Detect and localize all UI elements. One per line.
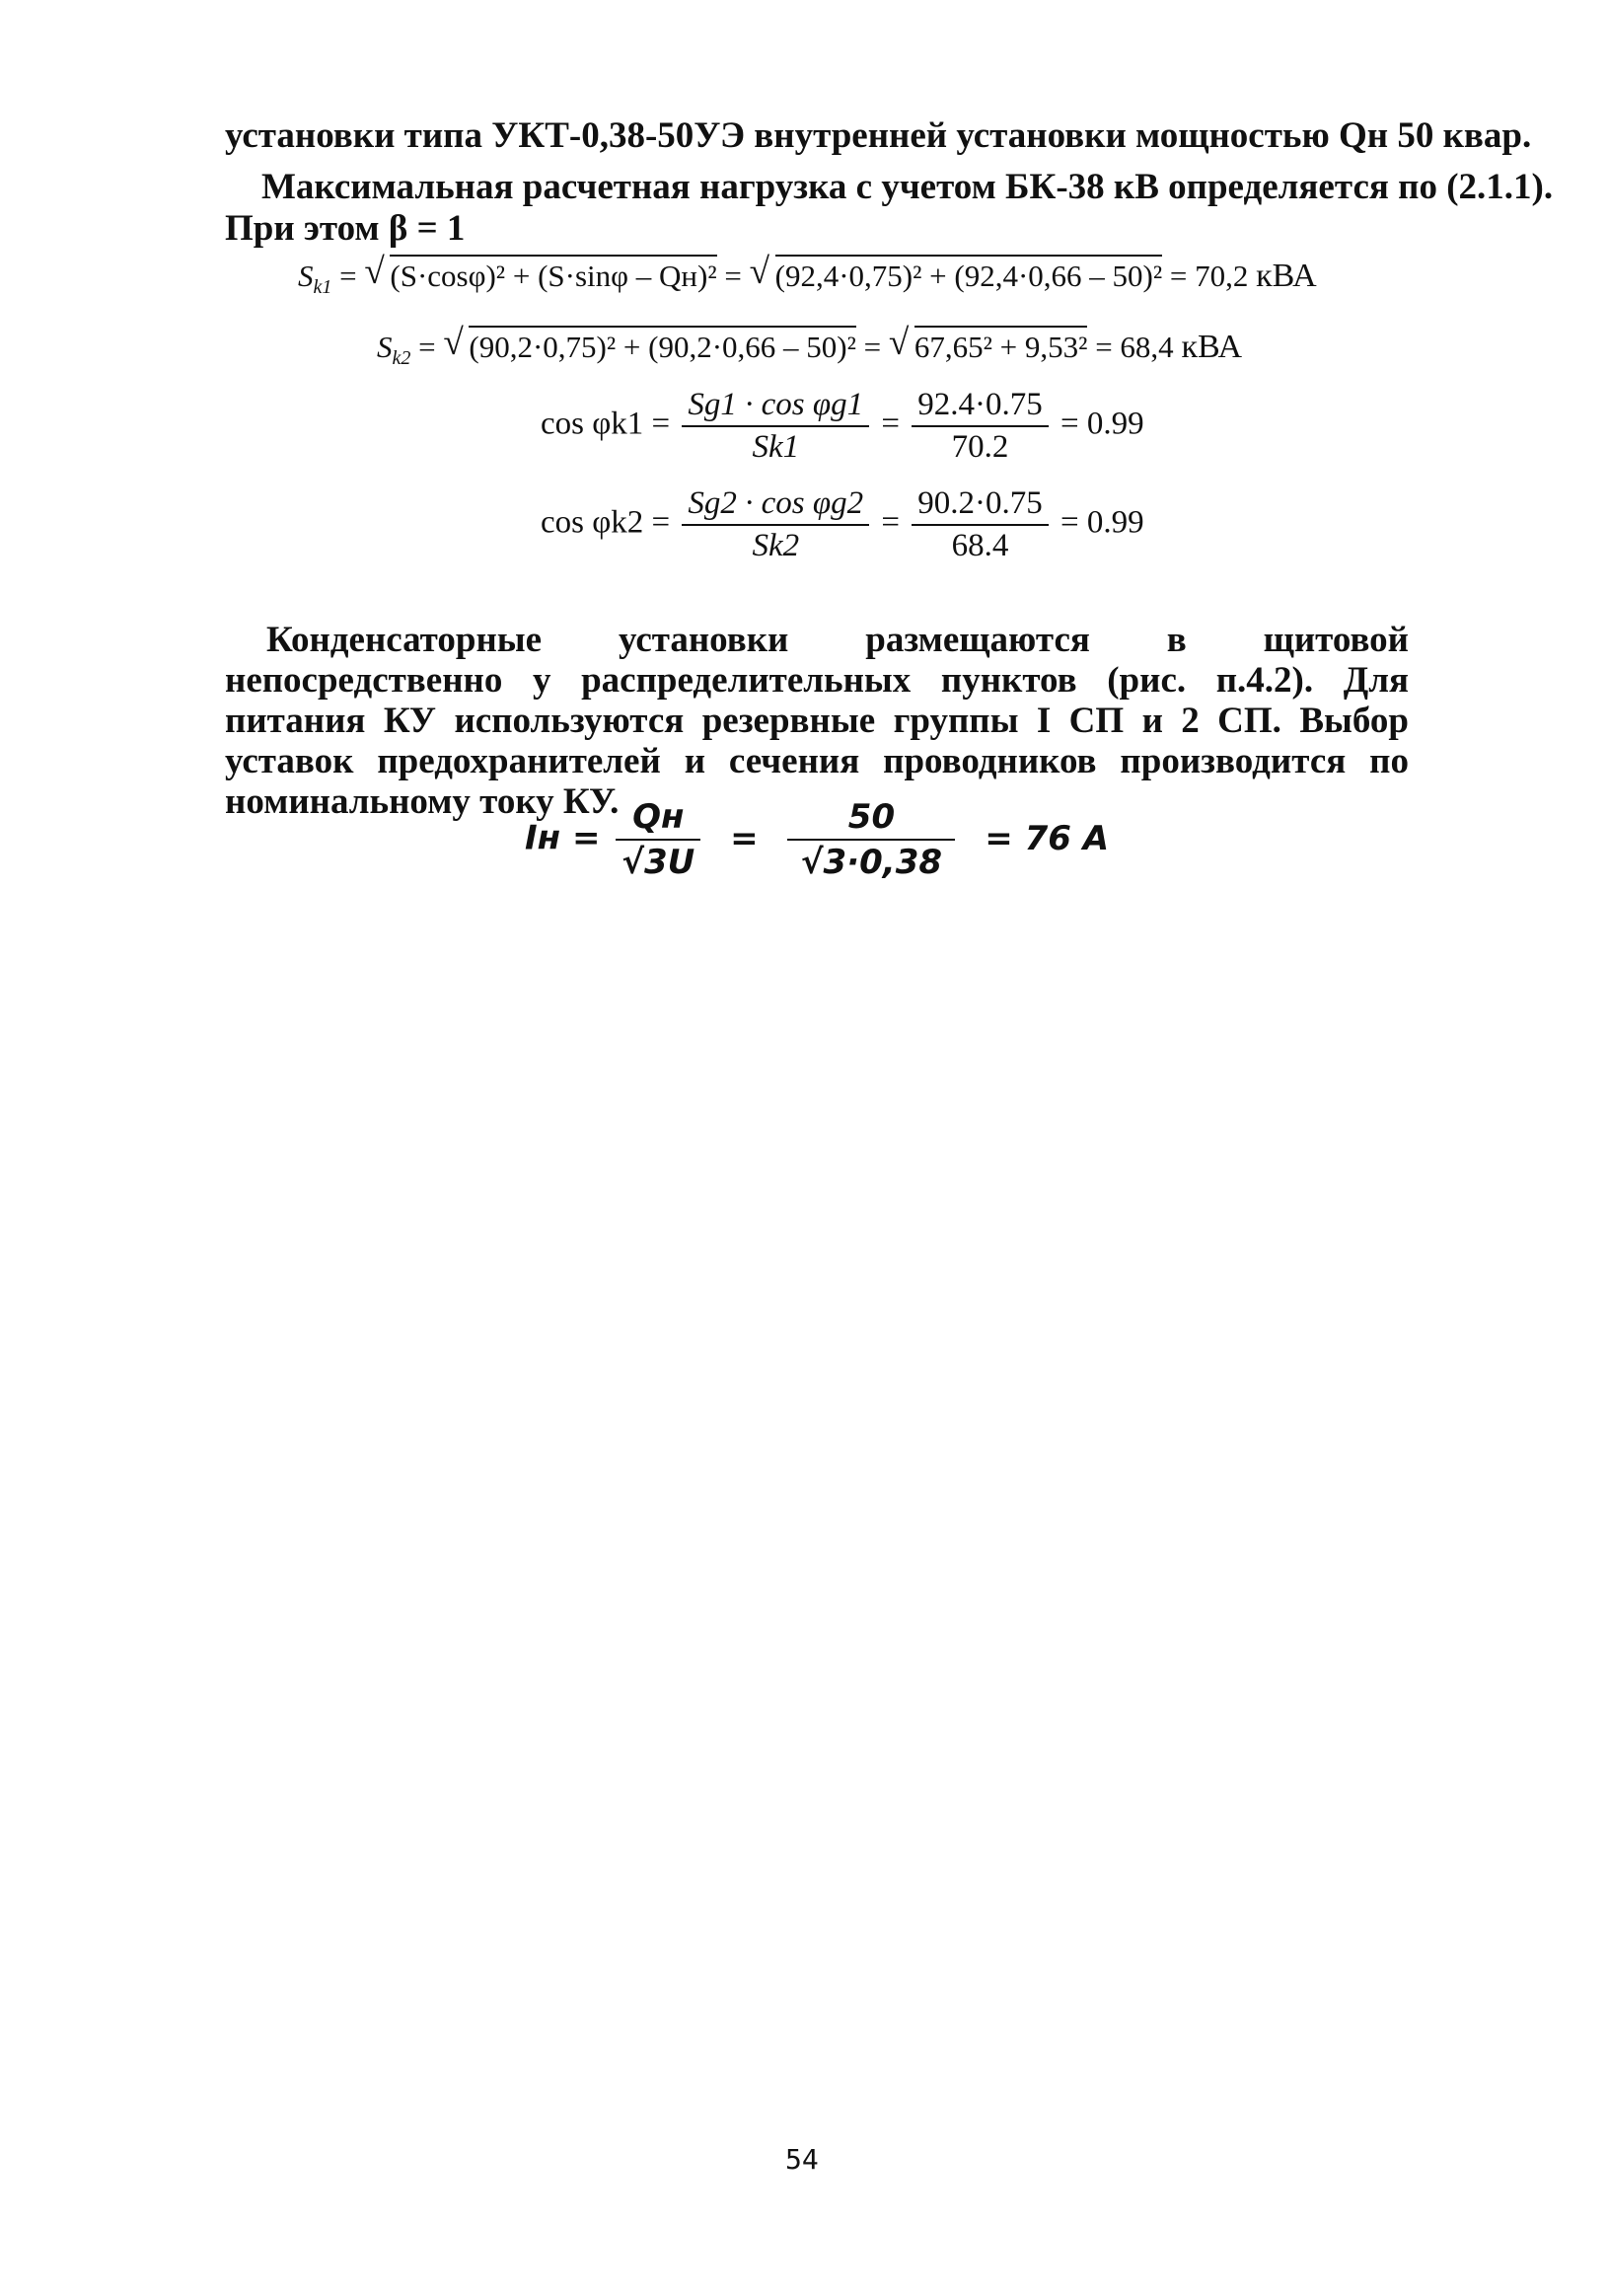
eq1-result: = 70,2 [1169,259,1249,293]
eq4-fraction-symbolic [682,485,869,564]
eq1-general: (S·cosφ)² + (S·sinφ – Qн)² [390,255,716,294]
eq3-fraction-numeric [912,387,1049,466]
eq3-numerator: Sg1 · cos φg1 [682,387,869,427]
eq3-lhs: cos φk1 = [541,406,671,442]
eq1-sqrt-numeric: √ (92,4·0,75)² + (92,4·0,66 – 50)² [749,252,1163,293]
eq1-sqrt-general: √ (S·cosφ)² + (S·sinφ – Qн)² [364,252,717,293]
equation-cos-k2: cos φk2 = $\frac{\text{Sg2 · cos φg2}}{Sk2}$ = $\frac{90.2\cdot 0.75}{68.4}$ = 0.99 [541,485,1144,563]
eq4-denominator-numeric: 68.4 [951,528,1009,563]
eq4-result: = 0.99 [1060,504,1144,541]
eq3-result: = 0.99 [1060,406,1144,442]
eq2-sqrt-simplified: √ 67,65² + 9,53² [888,323,1088,364]
eq5-fraction-symbolic [616,797,700,882]
eq1-lhs: S [298,259,314,293]
eq3-denominator: Sk1 [752,429,800,465]
load-line-1: Максимальная расчетная нагрузка с учетом БК-38 кВ определяется по (2.1.1). [261,167,1554,207]
eq5-numerator: Qн [616,797,700,841]
eq2-lhs: S [377,330,393,364]
eq3-denominator-numeric: 70.2 [951,429,1009,465]
eq3-numerator-numeric: 92.4·0.75 [912,387,1049,427]
load-line-2: При этом β = 1 [225,208,466,249]
eq4-lhs: cos φk2 = [541,504,671,541]
eq5-numerator-numeric: 50 [787,797,955,841]
header-line: установки типа УКТ-0,38-50УЭ внутренней установки мощностью Qн 50 квар. [225,115,1532,156]
eq4-fraction-numeric [912,485,1049,564]
equation-sk2: $S_{k2}$ = √ (90,2·0,75)² + (90,2·0,66 – 50)² = √ 67,65² + 9,53² = 68,4 кВА [377,323,1243,370]
eq2-numeric: (90,2·0,75)² + (90,2·0,66 – 50)² [469,326,856,365]
eq5-denominator: √3U [621,843,695,882]
eq5-denominator-numeric: √3·0,38 [800,843,943,882]
eq5-lhs: Iн = [525,818,601,858]
equation-cos-k1: cos φk1 = $\frac{\text{Sg1 · cos φg1}}{Sk1}$ = $\frac{92.4\cdot 0.75}{70.2}$ = 0.99 [541,387,1144,465]
eq5-fraction-numeric [787,797,955,882]
eq4-numerator: Sg2 · cos φg2 [682,485,869,526]
eq4-denominator: Sk2 [752,528,800,563]
page-number: 54 [785,2143,819,2176]
eq5-result: = 76 A [985,818,1110,858]
eq1-unit: кВА [1256,258,1317,294]
eq4-numerator-numeric: 90.2·0.75 [912,485,1049,526]
eq1-numeric: (92,4·0,75)² + (92,4·0,66 – 50)² [775,255,1163,294]
equation-current: Iн = $\frac{Qн}{√3U}$ = $\frac{50}{√3\cdot 0,38}$ = 76 A [525,797,1110,882]
eq2-sqrt-numeric: √ (90,2·0,75)² + (90,2·0,66 – 50)² [443,323,856,364]
eq1-lhs-sub: k1 [313,276,332,299]
equation-sk1: $S_{k1}$ = √ (S·cosφ)² + (S·sinφ – Qн)² = √ (92,4·0,75)² + (92,4·0,66 – 50)² = 70,2 кВА [298,252,1317,299]
eq2-result: = 68,4 [1095,330,1174,364]
paragraph-condensers: Конденсаторные установки размещаются в щитовой непосредственно у распределительных пунктов (рис. п.4.2). Для питания КУ используются резервные группы I СП и 2 СП. Выбор уставок предохранителей и сечения проводников производится по номинальному току КУ. [225,620,1409,822]
eq2-unit: кВА [1181,329,1243,365]
eq3-fraction-symbolic [682,387,869,466]
eq2-lhs-sub: k2 [392,347,411,370]
eq2-simplified: 67,65² + 9,53² [914,326,1088,365]
